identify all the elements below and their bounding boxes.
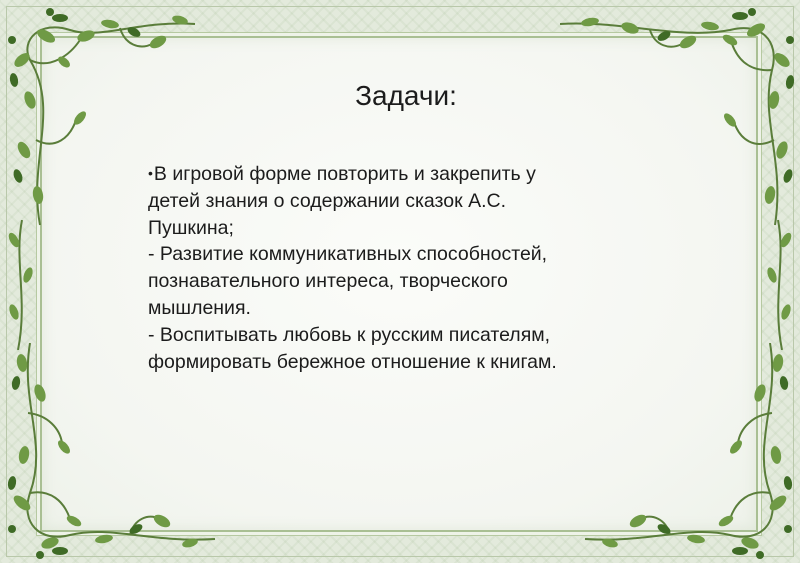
corner-vine-bottom-left-icon <box>0 343 220 563</box>
task-line-1 <box>148 160 618 188</box>
task-line-3: Пушкина; <box>148 216 234 239</box>
task-line-1-text: В игровой форме повторить и закрепить у <box>153 163 536 185</box>
task-line-8: формировать бережное отношение к книгам. <box>148 350 557 373</box>
task-line-2: детей знания о содержании сказок А.С. <box>148 189 506 212</box>
task-line-6: мышления. <box>148 296 251 319</box>
corner-vine-bottom-right-icon <box>580 343 800 563</box>
task-line-7: - Воспитывать любовь к русским писателям, <box>148 323 551 346</box>
side-vine-left-icon <box>0 220 40 350</box>
task-line-4: - Развитие коммуникативных способностей, <box>148 243 548 266</box>
side-vine-right-icon <box>760 220 800 350</box>
task-list <box>148 160 618 375</box>
bullet-icon: • <box>148 165 153 181</box>
slide-title: Задачи: <box>355 80 457 111</box>
task-line-5: познавательного интереса, творческого <box>148 270 508 293</box>
